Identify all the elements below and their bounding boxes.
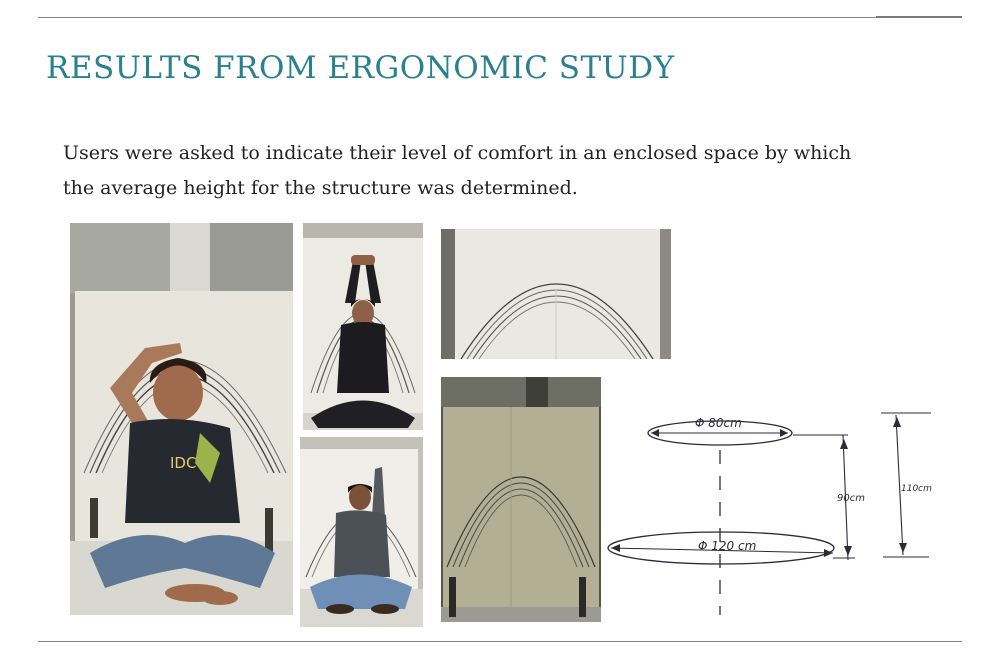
- top-rule: [38, 17, 962, 18]
- photo-woman-arms-raised: [303, 223, 423, 430]
- photo-board-arcs-full: [441, 377, 601, 622]
- top-diameter-label: Φ 80cm: [695, 416, 742, 430]
- shirt-print-text: IDC: [170, 454, 197, 472]
- photo-man-seated-hoodie: [300, 437, 423, 627]
- slide-body-text: Users were asked to indicate their level of comfort in an enclosed space by which the average height for the structure was determined.: [63, 142, 852, 199]
- top-rule-accent: [876, 16, 962, 18]
- dimension-sketch: [603, 405, 935, 620]
- bottom-diameter-label: Φ 120 cm: [698, 539, 757, 553]
- photo-board-arcs-closeup: [441, 229, 671, 359]
- outer-height-label: 110cm: [901, 484, 932, 494]
- photo-man-seated-hand-on-head: [70, 223, 293, 615]
- inner-height-label: 90cm: [837, 493, 865, 504]
- bottom-rule: [38, 641, 962, 642]
- slide-title: RESULTS FROM ERGONOMIC STUDY: [46, 50, 675, 86]
